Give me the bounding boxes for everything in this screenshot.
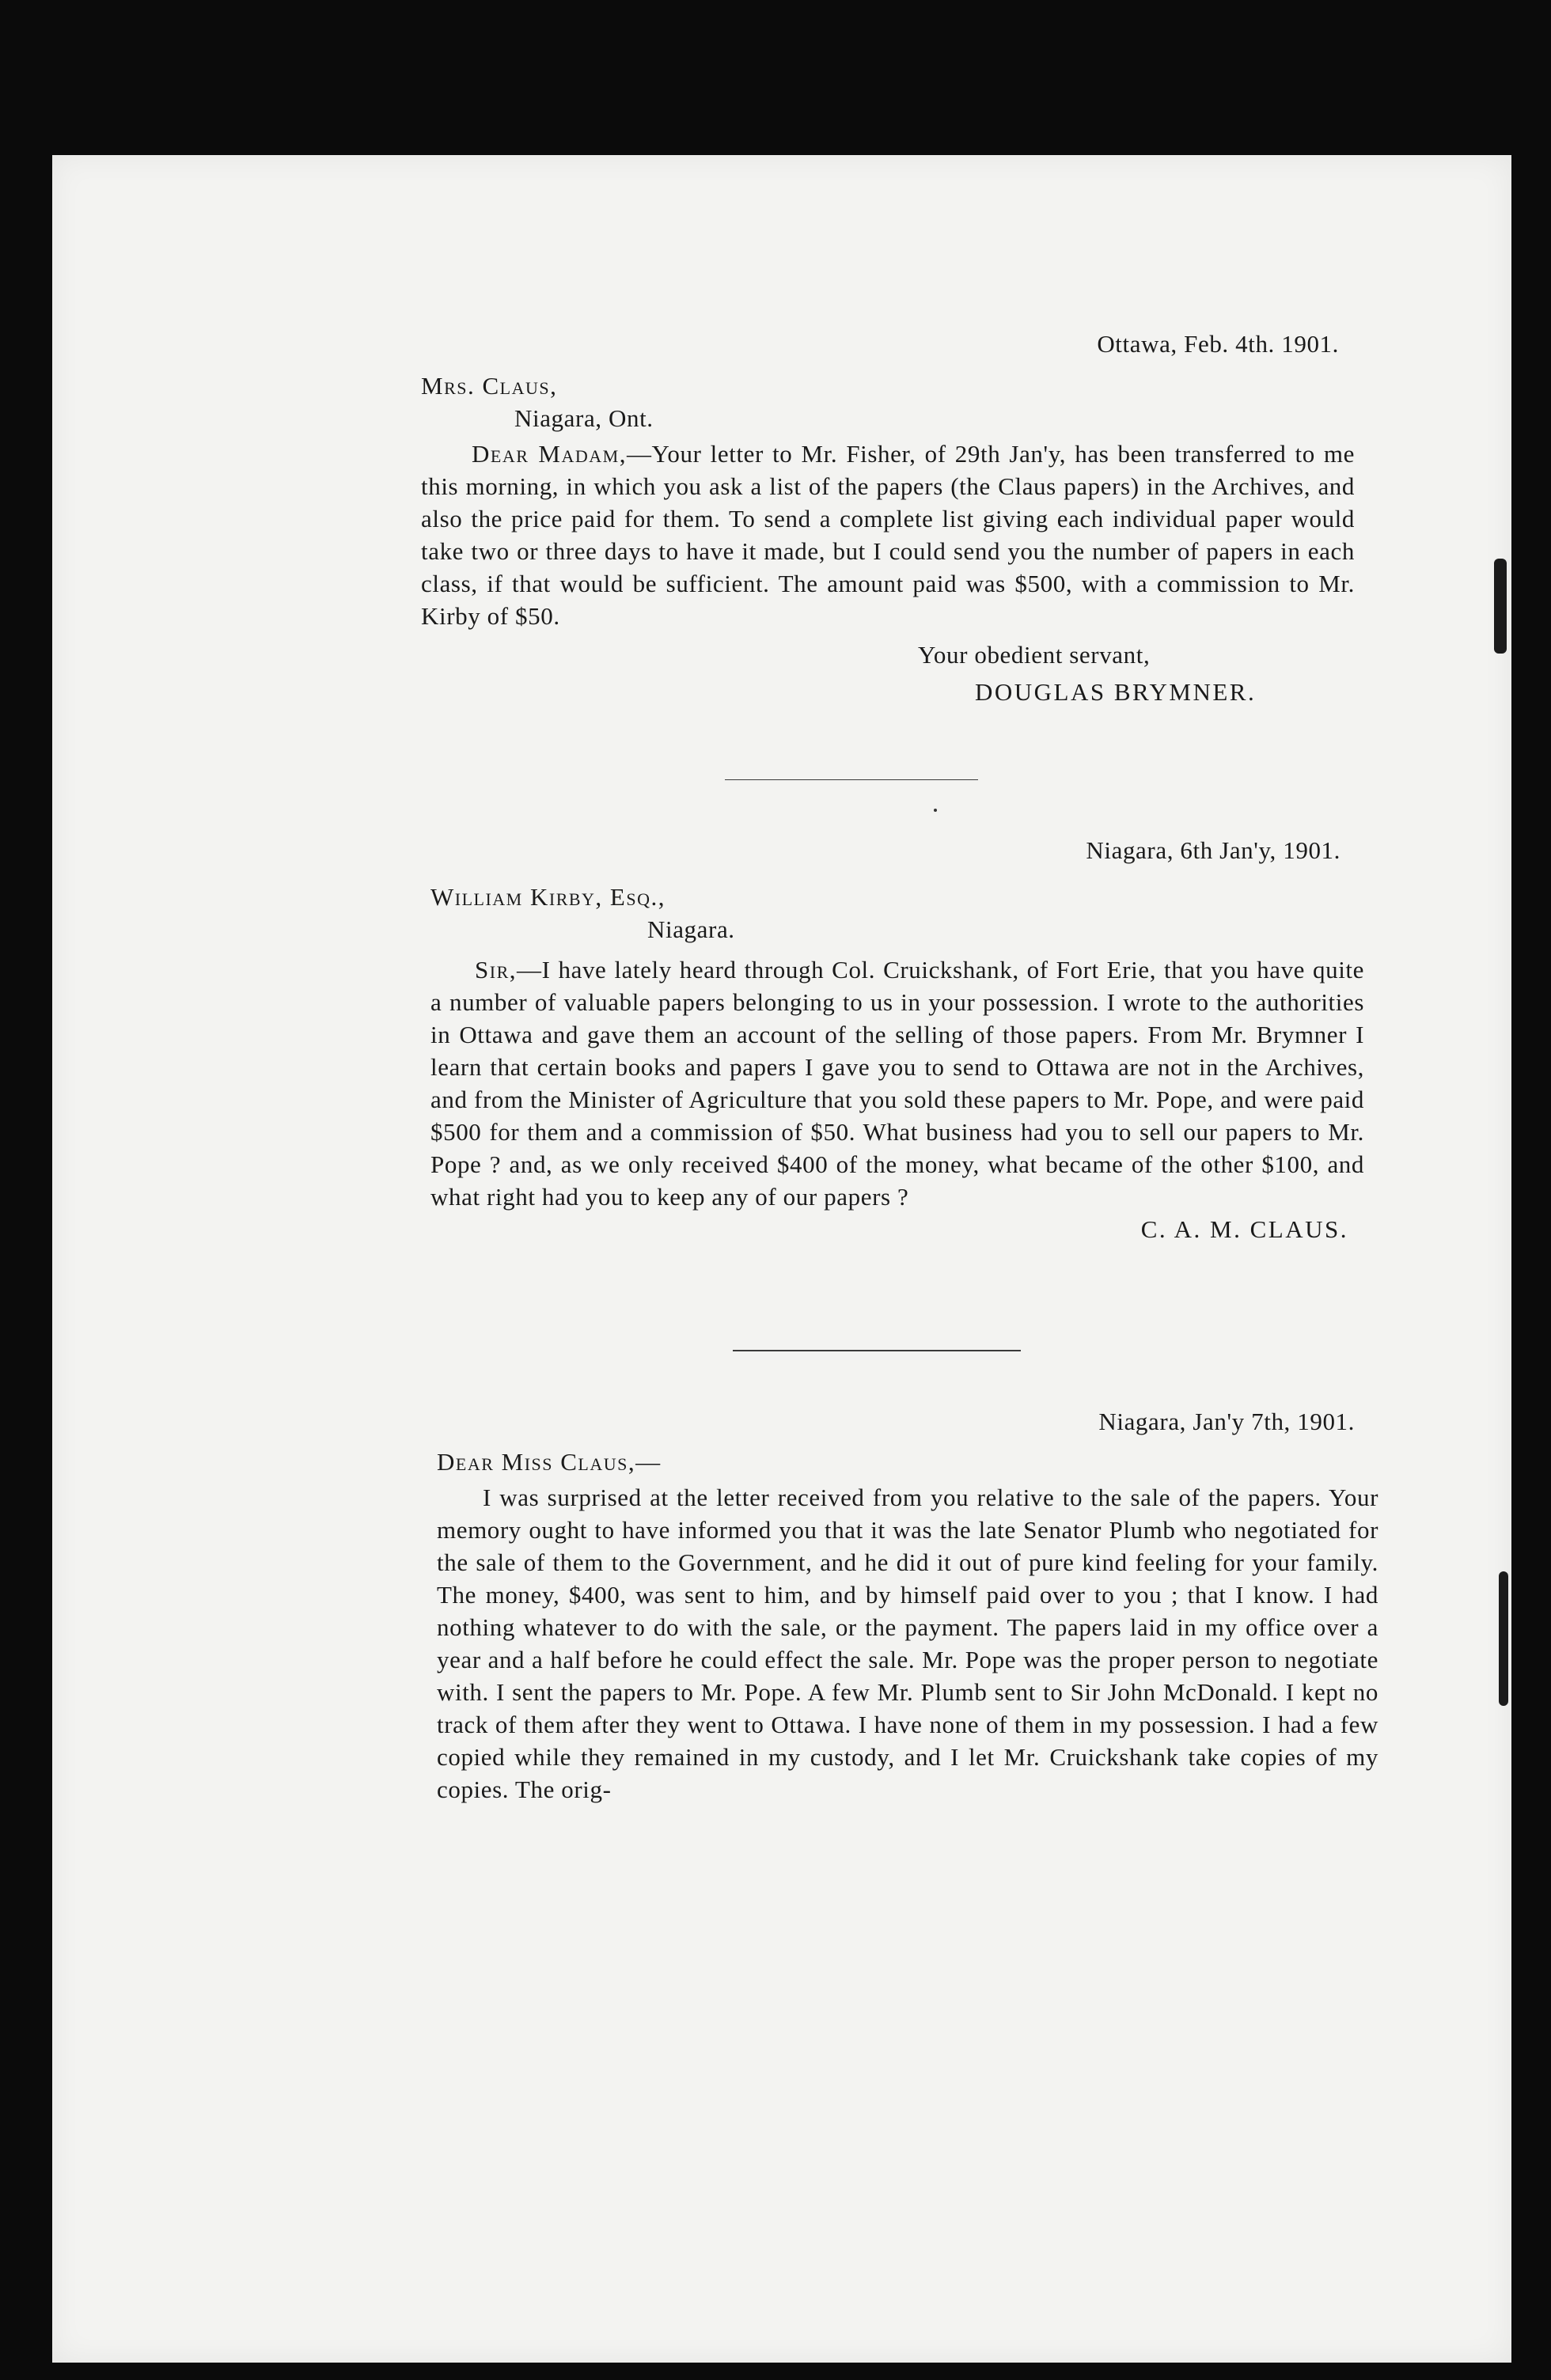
binding-mark-lower	[1499, 1571, 1508, 1706]
letter-2-signature: C. A. M. CLAUS.	[1140, 1215, 1348, 1243]
letter-3-body: I was surprised at the letter received from you relative to the sale of the papers. Your memory ought to have informed you that it was the late Senator Plumb who negotiated for the sale of them to the Government, and he did it out of pure kind feeling for your family. The money, $400, was sent to him, and by himself paid over to you ; that I know. I had nothing whatever to do with the sale, or the payment. The papers laid in my office over a year and a half before he could effect the sale. Mr. Pope was the proper person to negotiate with. I sent the papers to Mr. Pope. A few Mr. Plumb sent to Sir John McDonald. I kept no track of them after they went to Ottawa. I have none of them in my possession. I had a few copied while they remained in my custody, and I let Mr. Cruickshank take copies of my copies. The orig-	[437, 1484, 1378, 1803]
letter-2-addressee-name: William Kirby, Esq.,	[430, 883, 666, 911]
binding-mark-upper	[1494, 559, 1507, 654]
letter-2-body	[430, 953, 1364, 1213]
letter-1-body	[421, 438, 1355, 632]
letter-1-addressee-name: Mrs. Claus,	[421, 372, 558, 400]
letter-1	[421, 328, 1355, 708]
letter-2-addressee-place: Niagara.	[647, 915, 735, 943]
document-page	[52, 155, 1511, 2363]
letter-2-salutation: Sir,	[475, 956, 517, 983]
letter-2-body-text: —I have lately heard through Col. Cruickshank, of Fort Erie, that you have quite a number of valuable papers belonging to us in your possession. I wrote to the authorities in Ottawa and gave them an account of the selling of those papers. From Mr. Brymner I learn that certain books and papers I gave you to send to Ottawa are not in the Archives, and from the Minister of Agriculture that you sold these papers to Mr. Pope, and were paid $500 for them and a commission of $50. What business had you to sell our papers to Mr. Pope ? and, as we only received $400 of the money, what became of the other $100, and what right had you to keep any of our papers ?	[430, 956, 1364, 1211]
letter-1-addressee-place: Niagara, Ont.	[514, 404, 654, 432]
letter-3	[437, 1405, 1378, 1806]
letter-2	[430, 834, 1364, 1245]
letter-2-dateline: Niagara, 6th Jan'y, 1901.	[1086, 836, 1341, 864]
letter-1-dateline: Ottawa, Feb. 4th. 1901.	[1097, 330, 1339, 358]
letter-1-closing: Your obedient servant,	[918, 641, 1151, 669]
letter-3-dateline: Niagara, Jan'y 7th, 1901.	[1098, 1408, 1355, 1435]
divider-rule-1	[725, 779, 978, 780]
letter-3-salutation: Dear Miss Claus,—	[437, 1448, 662, 1476]
letter-1-salutation: Dear Madam,	[472, 440, 627, 468]
letter-1-signature: DOUGLAS BRYMNER.	[975, 678, 1257, 706]
divider-dot	[934, 809, 937, 812]
divider-rule-2	[733, 1350, 1021, 1351]
letter-1-body-text: —Your letter to Mr. Fisher, of 29th Jan'y, has been transferred to me this morning, in which you ask a list of the papers (the Claus papers) in the Archives, and also the price paid for them. To send a complete list giving each individual paper would take two or three days to have it made, but I could send you the number of papers in each class, if that would be sufficient. The amount paid was $500, with a commission to Mr. Kirby of $50.	[421, 440, 1355, 630]
